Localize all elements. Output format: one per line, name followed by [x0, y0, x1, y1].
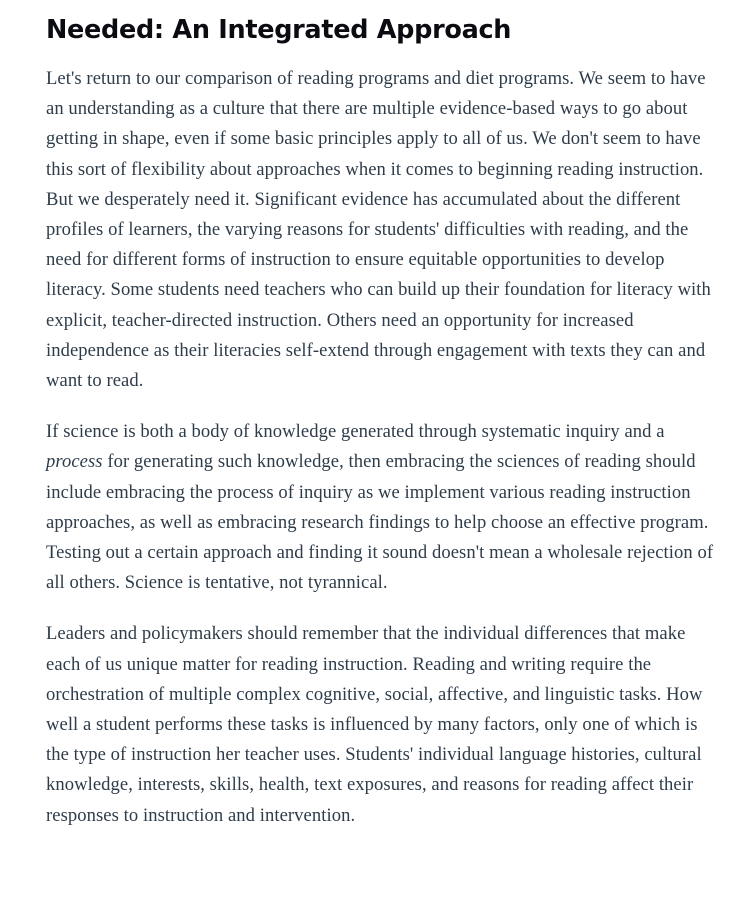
paragraph-2: If science is both a body of knowledge generated through systematic inquiry and a process for generating such knowledge, then embracing the sciences of reading should include embracing the process of inquiry as we implement various reading instruction approaches, as well as embracing research findings to help choose an effective program. Testing out a certain approach and finding it sound doesn't mean a wholesale rejection of all others. Science is tentative, not tyrannical.	[46, 421, 714, 594]
article-body	[46, 64, 721, 831]
paragraph-3: Leaders and policymakers should remember that the individual differences that make each of us unique matter for reading instruction. Reading and writing require the orchestration of multiple complex cognitive, social, affective, and linguistic tasks. How well a student performs these tasks is influenced by many factors, only one of which is the type of instruction her teacher uses. Students' individual language histories, cultural knowledge, interests, skills, health, text exposures, and reasons for reading affect their responses to instruction and intervention.	[46, 623, 703, 826]
emphasized-term: process	[46, 451, 103, 473]
paragraph-1: Let's return to our comparison of reading programs and diet programs. We seem to have an understanding as a culture that there are multiple evidence-based ways to go about getting in shape, even if some basic principles apply to all of us. We don't seem to have this sort of flexibility about approaches when it comes to beginning reading instruction. But we desperately need it. Significant evidence has accumulated about the different profiles of learners, the varying reasons for students' difficulties with reading, and the need for different forms of instruction to ensure equitable opportunities to develop literacy. Some students need teachers who can build up their foundation for literacy with explicit, teacher-directed instruction. Others need an opportunity for increased independence as their literacies self-extend through engagement with texts they can and want to read.	[46, 68, 711, 392]
page-title: Needed: An Integrated Approach	[46, 15, 512, 45]
